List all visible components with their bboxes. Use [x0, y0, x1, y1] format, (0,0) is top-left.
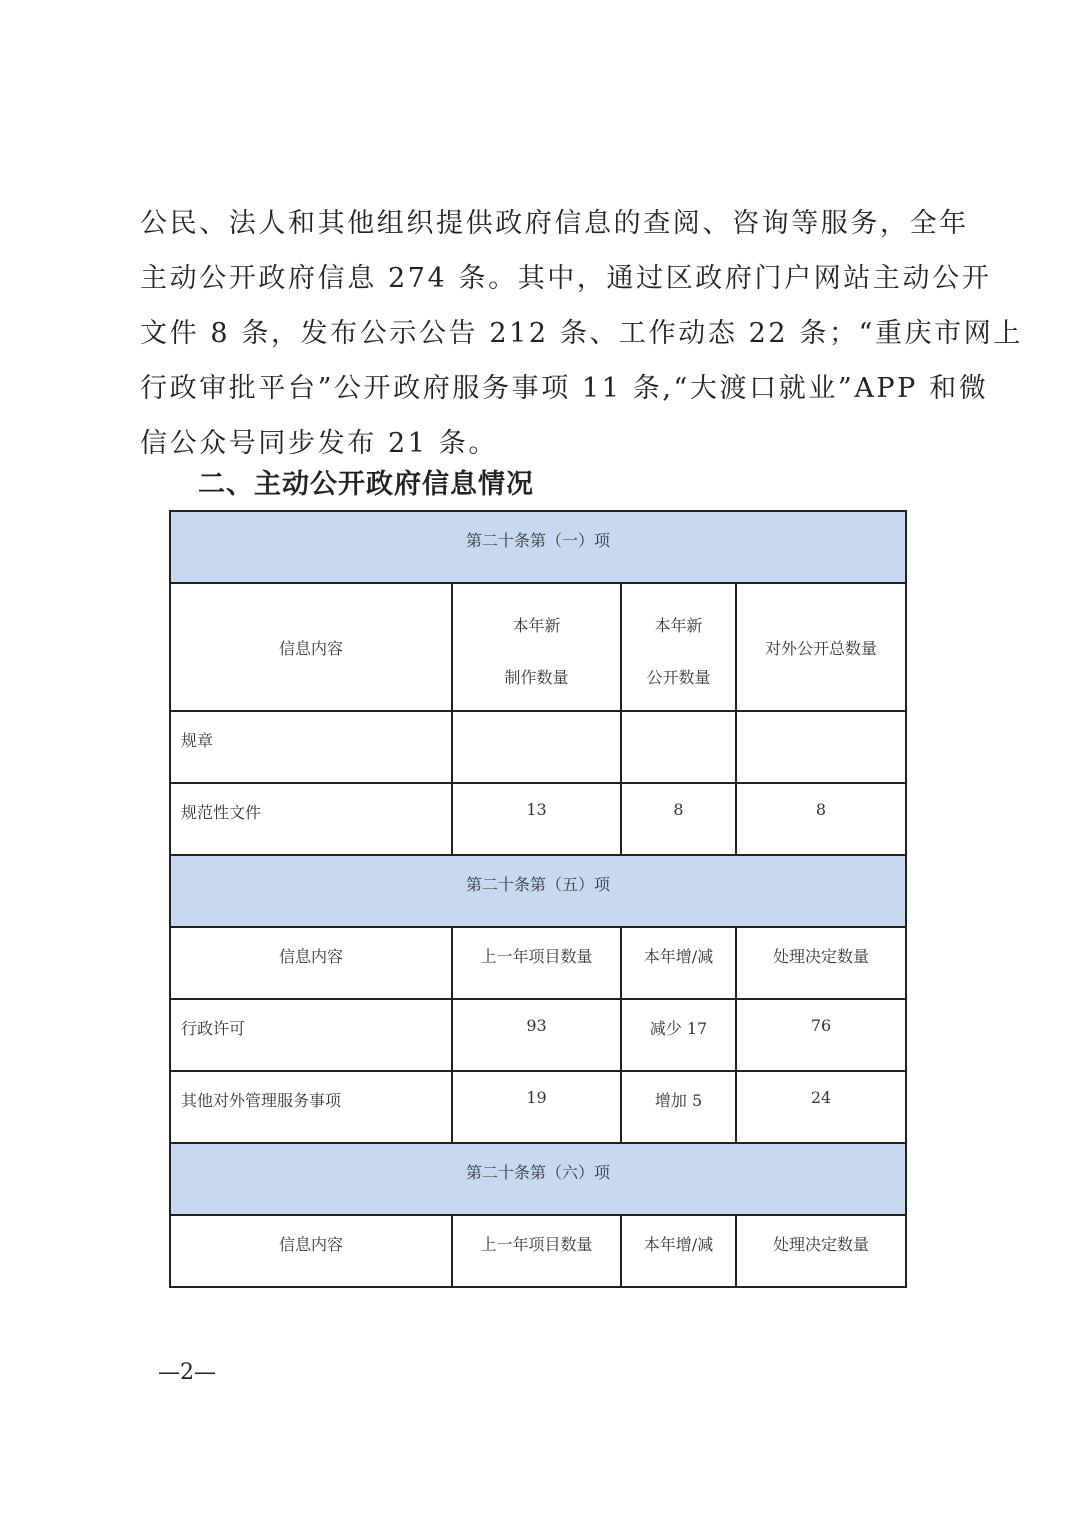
- table-cell: 增加 5: [621, 1071, 736, 1143]
- column-header: 上一年项目数量: [452, 927, 621, 999]
- table-cell: 8: [621, 783, 736, 855]
- column-header-row: [170, 927, 906, 999]
- table-cell: 规章: [170, 711, 452, 783]
- table-row: [170, 999, 906, 1071]
- body-paragraph: [140, 196, 1023, 471]
- table-row: [170, 1071, 906, 1143]
- column-header-line: 本年新: [512, 616, 561, 635]
- table-cell: [452, 711, 621, 783]
- section-title: 第二十条第（五）项: [170, 855, 906, 927]
- section-header-row: [170, 511, 906, 583]
- section-header-row: [170, 1143, 906, 1215]
- paragraph-line: 文件 8 条，发布公示公告 212 条、工作动态 22 条；“重庆市网上: [140, 318, 1023, 349]
- column-header: 本年增/减: [621, 1215, 736, 1287]
- column-header-row: [170, 1215, 906, 1287]
- section-title: 第二十条第（一）项: [170, 511, 906, 583]
- table-cell: 8: [736, 783, 906, 855]
- table-cell: 行政许可: [170, 999, 452, 1071]
- paragraph-line: 公民、法人和其他组织提供政府信息的查阅、咨询等服务，全年: [140, 208, 969, 239]
- column-header-row: [170, 583, 906, 711]
- table-cell: 76: [736, 999, 906, 1071]
- table-cell: 减少 17: [621, 999, 736, 1071]
- paragraph-line: 行政审批平台”公开政府服务事项 11 条,“大渡口就业”APP 和微: [140, 373, 989, 404]
- column-header-line: 公开数量: [646, 668, 711, 687]
- table-cell: 19: [452, 1071, 621, 1143]
- paragraph-line: 信公众号同步发布 21 条。: [140, 428, 498, 459]
- table-cell: 13: [452, 783, 621, 855]
- table-cell: 其他对外管理服务事项: [170, 1071, 452, 1143]
- column-header: 信息内容: [170, 1215, 452, 1287]
- column-header-line: 制作数量: [504, 668, 569, 687]
- section-header-row: [170, 855, 906, 927]
- paragraph-line: 主动公开政府信息 274 条。其中，通过区政府门户网站主动公开: [140, 263, 992, 294]
- disclosure-table: [169, 510, 907, 1288]
- section-title: 第二十条第（六）项: [170, 1143, 906, 1215]
- column-header-line: 本年新: [654, 616, 703, 635]
- column-header: 处理决定数量: [736, 1215, 906, 1287]
- table-cell: [621, 711, 736, 783]
- table-cell: 24: [736, 1071, 906, 1143]
- column-header: [621, 583, 736, 711]
- page-number: —2—: [158, 1360, 216, 1385]
- table-cell: 规范性文件: [170, 783, 452, 855]
- column-header: 对外公开总数量: [736, 583, 906, 711]
- table-cell: [736, 711, 906, 783]
- column-header: 信息内容: [170, 927, 452, 999]
- table-cell: 93: [452, 999, 621, 1071]
- column-header: 上一年项目数量: [452, 1215, 621, 1287]
- column-header: [452, 583, 621, 711]
- column-header: 信息内容: [170, 583, 452, 711]
- table-row: [170, 711, 906, 783]
- column-header: 本年增/减: [621, 927, 736, 999]
- column-header: 处理决定数量: [736, 927, 906, 999]
- table-row: [170, 783, 906, 855]
- section-heading: 二、主动公开政府信息情况: [198, 469, 534, 500]
